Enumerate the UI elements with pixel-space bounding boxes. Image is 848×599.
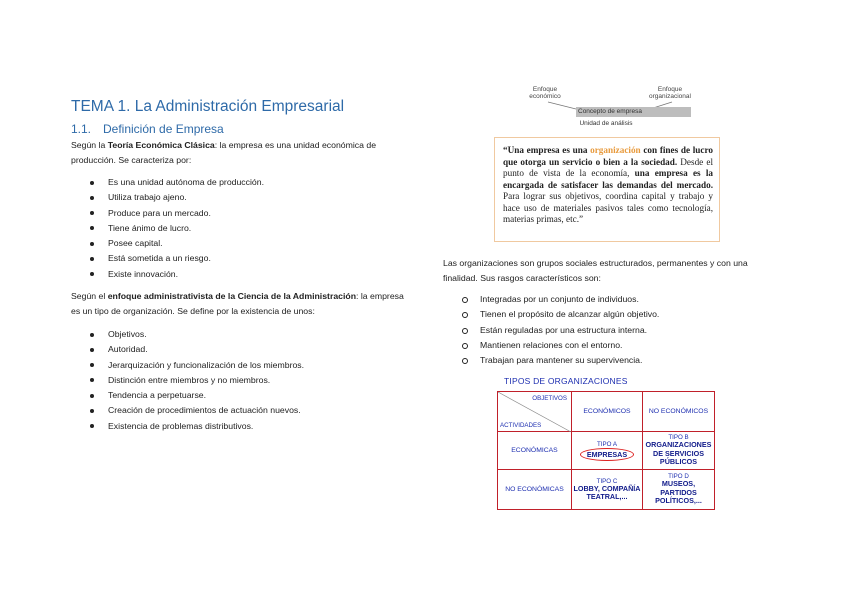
business-concept-box: Concepto de empresa <box>576 107 691 117</box>
organization-elements-list <box>71 327 304 434</box>
analysis-unit-label: Unidad de análisis <box>579 120 633 127</box>
section-heading <box>71 122 224 136</box>
row-header-economic: ECONÓMICAS <box>498 432 572 470</box>
column-header-non-economic: NO ECONÓMICOS <box>643 392 715 432</box>
objectives-label: OBJETIVOS <box>532 395 567 402</box>
list-item: Es una unidad autónoma de producción. <box>71 175 264 190</box>
economic-approach-label: Enfoque económico <box>529 86 561 100</box>
list-item: Posee capital. <box>71 236 264 251</box>
empresas-highlight: EMPRESAS <box>580 448 634 461</box>
section-title: Definición de Empresa <box>103 122 224 136</box>
list-item: Objetivos. <box>71 327 304 342</box>
row-header-non-economic: NO ECONÓMICAS <box>498 470 572 510</box>
administrative-approach-paragraph: Según el enfoque administrativista de la Ciencia de la Administración: la empresa es un tipo de organización. Se define por la existencia de unos: <box>71 291 404 316</box>
list-item: Creación de procedimientos de actuación nuevos. <box>71 403 304 418</box>
list-item: Tienen el propósito de alcanzar algún objetivo. <box>443 307 659 322</box>
table-corner-cell <box>498 392 572 432</box>
classic-theory-paragraph: Según la Teoría Económica Clásica: la empresa es una unidad económica de producción. Se caracteriza por: <box>71 140 377 165</box>
classic-characteristics-list <box>71 175 264 282</box>
activities-label: ACTIVIDADES <box>500 422 542 429</box>
list-item: Tiene ánimo de lucro. <box>71 221 264 236</box>
organization-traits-list <box>443 292 659 368</box>
list-item: Autoridad. <box>71 342 304 357</box>
list-item: Mantienen relaciones con el entorno. <box>443 338 659 353</box>
list-item: Tendencia a perpetuarse. <box>71 388 304 403</box>
list-item: Produce para un mercado. <box>71 206 264 221</box>
list-item: Utiliza trabajo ajeno. <box>71 190 264 205</box>
section-number: 1.1. <box>71 122 92 136</box>
organizations-paragraph: Las organizaciones son grupos sociales estructurados, permanentes y con una finalidad. Sus rasgos característicos son: <box>443 258 748 283</box>
list-item: Existencia de problemas distributivos. <box>71 419 304 434</box>
list-item: Distinción entre miembros y no miembros. <box>71 373 304 388</box>
cell-type-a: TIPO A EMPRESAS <box>572 432 643 470</box>
list-item: Están reguladas por una estructura interna. <box>443 323 659 338</box>
column-header-economic: ECONÓMICOS <box>572 392 643 432</box>
organization-highlight: organización <box>590 145 641 155</box>
organization-types-table <box>497 391 715 510</box>
cell-type-c: TIPO C LOBBY, COMPAÑÍA TEATRAL,... <box>572 470 643 510</box>
list-item: Está sometida a un riesgo. <box>71 251 264 266</box>
page-title: TEMA 1. La Administración Empresarial <box>71 98 345 115</box>
cell-type-b: TIPO B ORGANIZACIONES DE SERVICIOS PÚBLICOS <box>643 432 715 470</box>
list-item: Jerarquización y funcionalización de los miembros. <box>71 358 304 373</box>
administrative-approach-term: enfoque administrativista de la Ciencia de la Administración <box>107 291 357 301</box>
business-definition-quote: “Una empresa es una organización con fines de lucro que otorga un servicio o bien a la sociedad. Desde el punto de vista de la economía, una empresa es la encargada de satisfacer las demandas del mercado. Para lograr sus objetivos, coordina capital y trabajo y hace uso de materiales pasivos tales como tecnología, materias primas, etc.” <box>494 137 720 242</box>
list-item: Trabajan para mantener su supervivencia. <box>443 353 659 368</box>
cell-type-d: TIPO D MUSEOS, PARTIDOS POLÍTICOS,... <box>643 470 715 510</box>
list-item: Existe innovación. <box>71 267 264 282</box>
organization-types-title: TIPOS DE ORGANIZACIONES <box>504 376 628 386</box>
list-item: Integradas por un conjunto de individuos. <box>443 292 659 307</box>
organizational-approach-label: Enfoque organizacional <box>649 86 691 100</box>
classic-theory-term: Teoría Económica Clásica <box>107 140 215 150</box>
